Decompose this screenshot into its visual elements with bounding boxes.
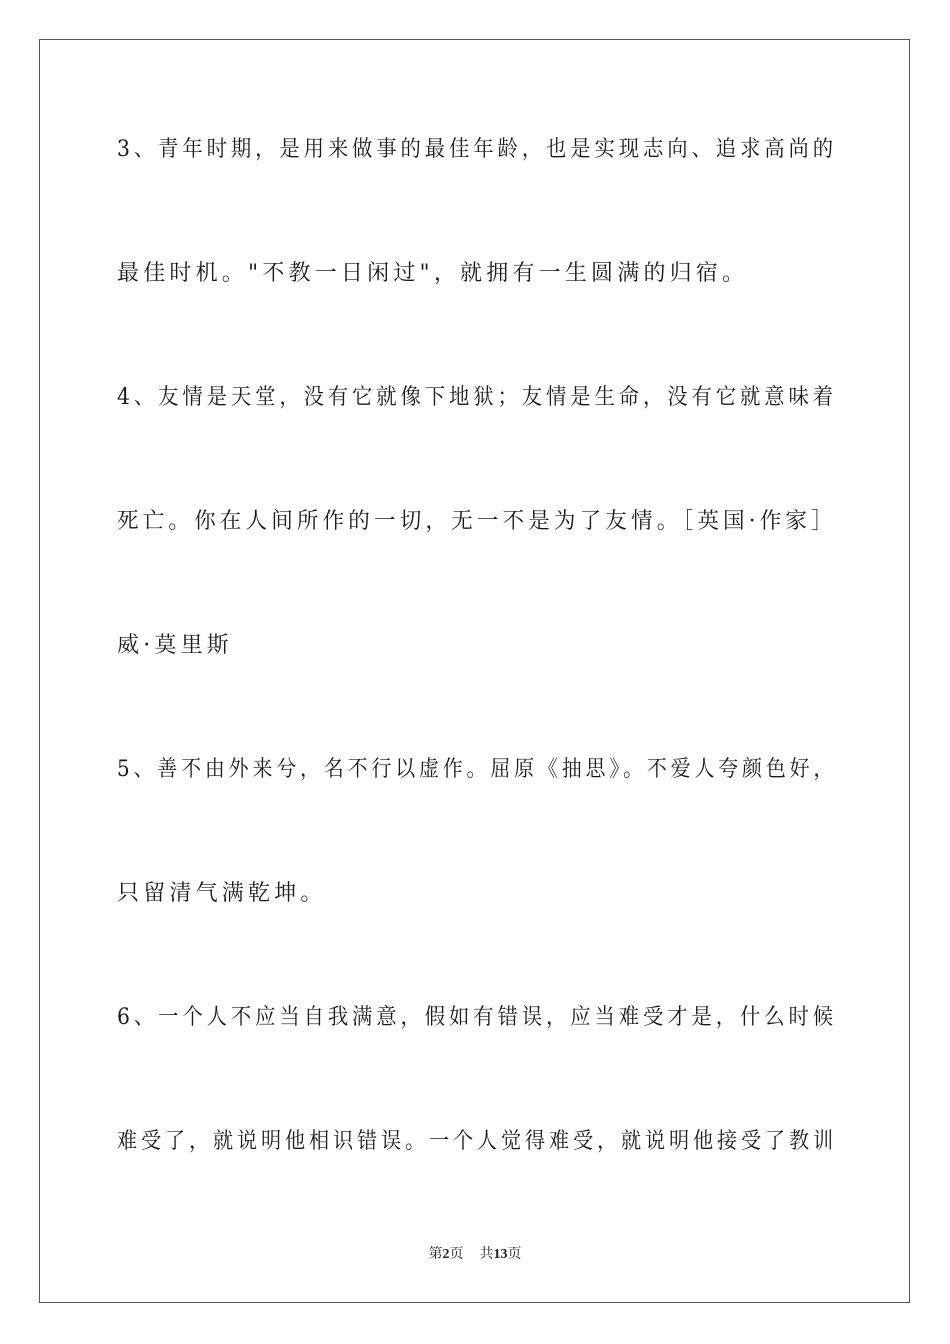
total-pages: 13	[493, 1247, 508, 1262]
text-line-2: 最佳时机。"不教一日闲过"，就拥有一生圆满的归宿。	[117, 261, 749, 286]
text-line-7: 只留清气满乾坤。	[117, 881, 327, 906]
page-border	[39, 39, 910, 1303]
total-prefix: 共	[479, 1247, 494, 1262]
text-line-1: 3、青年时期，是用来做事的最佳年龄，也是实现志向、追求高尚的	[117, 137, 837, 162]
page-number: 2	[442, 1247, 450, 1262]
page-suffix: 页	[449, 1247, 464, 1262]
text-line-8: 6、一个人不应当自我满意，假如有错误，应当难受才是，什么时候	[117, 1005, 837, 1030]
text-line-9: 难受了，就说明他相识错误。一个人觉得难受，就说明他接受了教训	[117, 1129, 838, 1154]
text-line-4: 死亡。你在人间所作的一切，无一不是为了友情。［英国·作家］	[117, 509, 837, 534]
text-line-5: 威·莫里斯	[117, 633, 233, 658]
total-suffix: 页	[507, 1247, 522, 1262]
page-prefix: 第	[428, 1247, 443, 1262]
page-footer	[0, 1246, 950, 1264]
text-line-3: 4、友情是天堂，没有它就像下地狱；友情是生命，没有它就意味着	[117, 385, 837, 410]
text-line-6: 5、善不由外来兮，名不行以虚作。屈原《抽思》。不爱人夸颜色好，	[117, 757, 838, 782]
